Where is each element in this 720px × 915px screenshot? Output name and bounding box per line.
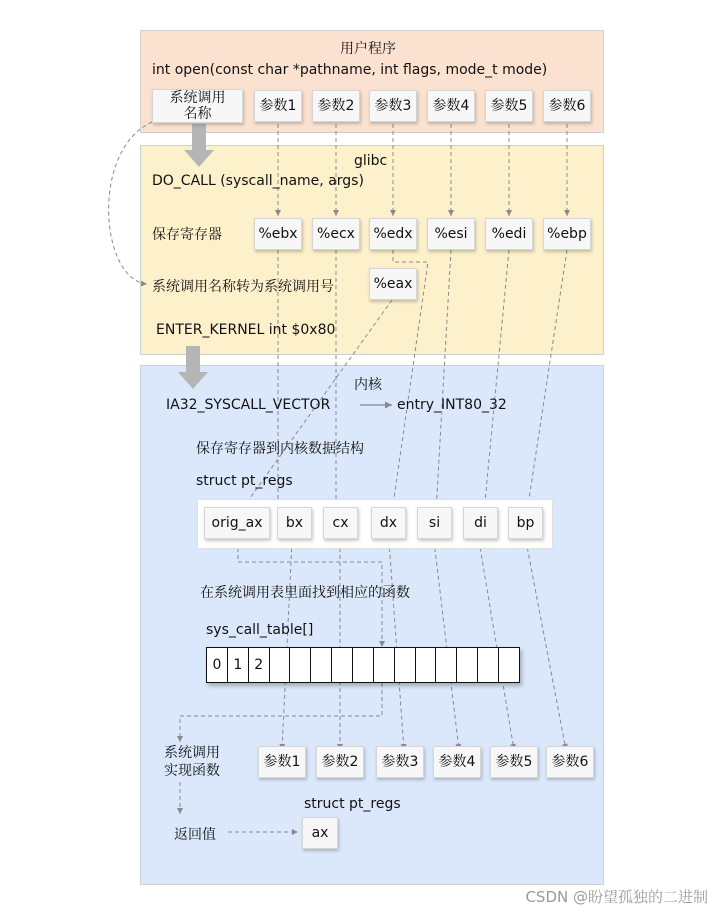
reg-ebx: %ebx (254, 218, 302, 250)
watermark: CSDN @盼望孤独的二进制 (525, 888, 708, 906)
pt-regs-label: struct pt_regs (196, 473, 293, 489)
impl-param-5: 参数5 (490, 746, 538, 778)
impl-param-1: 参数1 (258, 746, 306, 778)
return-pt-regs-label: struct pt_regs (304, 796, 401, 812)
enter-kernel-label: ENTER_KERNEL int $0x80 (156, 322, 336, 338)
pt-dx: dx (371, 507, 406, 539)
table-cell (311, 648, 332, 682)
table-cell (290, 648, 311, 682)
user-program-title: 用户程序 (340, 41, 396, 57)
impl-param-2: 参数2 (316, 746, 364, 778)
syscall-impl-label: 系统调用 实现函数 (164, 745, 220, 779)
table-cell: 0 (207, 648, 228, 682)
pt-bp: bp (508, 507, 543, 539)
table-cell (353, 648, 374, 682)
table-cell (332, 648, 353, 682)
convert-name-label: 系统调用名称转为系统调用号 (152, 279, 334, 295)
sys-call-table-label: sys_call_table[] (206, 622, 314, 638)
save-registers-label: 保存寄存器 (152, 227, 222, 243)
user-param-1: 参数1 (254, 90, 302, 122)
table-cell (374, 648, 395, 682)
table-cell (270, 648, 291, 682)
pt-cx: cx (323, 507, 358, 539)
reg-esi: %esi (427, 218, 475, 250)
table-cell (457, 648, 478, 682)
table-cell: 2 (249, 648, 270, 682)
kernel-title: 内核 (354, 377, 382, 393)
table-cell (395, 648, 416, 682)
pt-bx: bx (277, 507, 312, 539)
ia32-syscall-vector: IA32_SYSCALL_VECTOR (166, 397, 331, 413)
entry-int80: entry_INT80_32 (397, 397, 507, 413)
reg-ebp: %ebp (543, 218, 591, 250)
syscall-name-box: 系统调用 名称 (152, 89, 243, 123)
table-cell (478, 648, 499, 682)
reg-edi: %edi (485, 218, 533, 250)
glibc-title: glibc (354, 153, 388, 169)
table-cell (499, 648, 519, 682)
do-call-label: DO_CALL (syscall_name, args) (152, 173, 364, 189)
table-cell (416, 648, 437, 682)
impl-param-4: 参数4 (433, 746, 481, 778)
impl-param-3: 参数3 (376, 746, 424, 778)
pt-orig-ax: orig_ax (204, 507, 270, 539)
user-param-3: 参数3 (369, 90, 417, 122)
user-param-6: 参数6 (543, 90, 591, 122)
pt-si: si (417, 507, 452, 539)
reg-edx: %edx (369, 218, 417, 250)
table-cell (436, 648, 457, 682)
pt-di: di (463, 507, 498, 539)
user-param-2: 参数2 (312, 90, 360, 122)
reg-eax: %eax (369, 268, 417, 300)
user-param-4: 参数4 (427, 90, 475, 122)
open-signature: int open(const char *pathname, int flags, mode_t mode) (152, 62, 548, 78)
return-ax-box: ax (302, 817, 338, 849)
table-cell: 1 (228, 648, 249, 682)
find-in-table-label: 在系统调用表里面找到相应的函数 (200, 585, 410, 601)
impl-param-6: 参数6 (546, 746, 594, 778)
user-param-5: 参数5 (485, 90, 533, 122)
save-to-kernel-label: 保存寄存器到内核数据结构 (196, 441, 364, 457)
sys-call-table (206, 647, 520, 683)
return-value-label: 返回值 (174, 827, 216, 843)
reg-ecx: %ecx (312, 218, 360, 250)
